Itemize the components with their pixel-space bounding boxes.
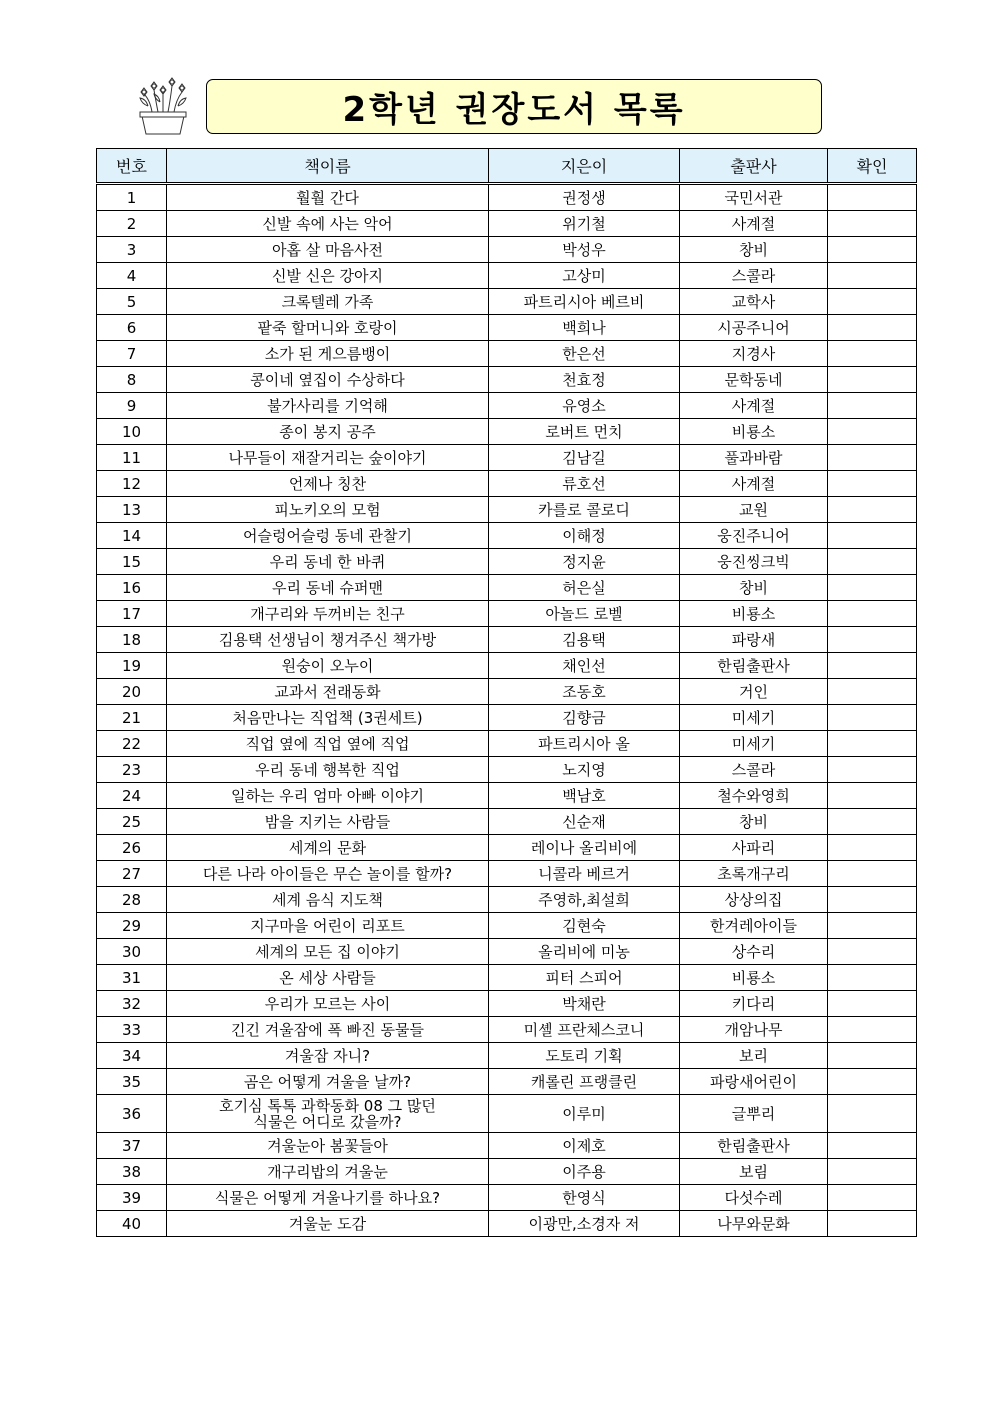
cell-publisher: 보리 <box>680 1043 828 1069</box>
cell-check[interactable] <box>828 757 917 783</box>
title-banner <box>206 79 822 134</box>
cell-number: 10 <box>97 419 167 445</box>
cell-author: 김현숙 <box>489 913 680 939</box>
cell-publisher: 파랑새어린이 <box>680 1069 828 1095</box>
cell-publisher: 비룡소 <box>680 601 828 627</box>
cell-number: 19 <box>97 653 167 679</box>
cell-number: 1 <box>97 184 167 211</box>
cell-check[interactable] <box>828 653 917 679</box>
cell-publisher: 교원 <box>680 497 828 523</box>
cell-title: 세계 음식 지도책 <box>167 887 489 913</box>
cell-publisher: 웅진주니어 <box>680 523 828 549</box>
table-row <box>97 939 917 965</box>
cell-check[interactable] <box>828 705 917 731</box>
cell-author: 캐롤린 프랭클린 <box>489 1069 680 1095</box>
cell-check[interactable] <box>828 913 917 939</box>
cell-title: 곰은 어떻게 겨울을 날까? <box>167 1069 489 1095</box>
cell-title: 긴긴 겨울잠에 폭 빠진 동물들 <box>167 1017 489 1043</box>
cell-number: 24 <box>97 783 167 809</box>
cell-title: 겨울잠 자니? <box>167 1043 489 1069</box>
cell-publisher: 철수와영희 <box>680 783 828 809</box>
cell-title: 신발 속에 사는 악어 <box>167 211 489 237</box>
cell-title: 어슬렁어슬렁 동네 관찰기 <box>167 523 489 549</box>
cell-number: 28 <box>97 887 167 913</box>
table-row <box>97 1159 917 1185</box>
cell-title: 일하는 우리 엄마 아빠 이야기 <box>167 783 489 809</box>
table-row <box>97 367 917 393</box>
table-row <box>97 1133 917 1159</box>
cell-publisher: 개암나무 <box>680 1017 828 1043</box>
cell-number: 16 <box>97 575 167 601</box>
cell-publisher: 풀과바람 <box>680 445 828 471</box>
cell-publisher: 사계절 <box>680 471 828 497</box>
cell-check[interactable] <box>828 627 917 653</box>
cell-number: 33 <box>97 1017 167 1043</box>
cell-author: 아놀드 로벨 <box>489 601 680 627</box>
cell-number: 39 <box>97 1185 167 1211</box>
table-row <box>97 757 917 783</box>
cell-check[interactable] <box>828 1185 917 1211</box>
cell-check[interactable] <box>828 549 917 575</box>
cell-title: 김용택 선생님이 챙겨주신 책가방 <box>167 627 489 653</box>
table-row <box>97 1095 917 1133</box>
cell-title: 언제나 칭찬 <box>167 471 489 497</box>
table-row <box>97 653 917 679</box>
cell-title: 크록텔레 가족 <box>167 289 489 315</box>
cell-title: 겨울눈 도감 <box>167 1211 489 1237</box>
cell-check[interactable] <box>828 184 917 211</box>
cell-number: 15 <box>97 549 167 575</box>
table-row <box>97 835 917 861</box>
table-row <box>97 419 917 445</box>
cell-author: 박채란 <box>489 991 680 1017</box>
cell-author: 니콜라 베르거 <box>489 861 680 887</box>
cell-number: 26 <box>97 835 167 861</box>
cell-number: 27 <box>97 861 167 887</box>
table-row <box>97 289 917 315</box>
cell-check[interactable] <box>828 835 917 861</box>
cell-author: 레이나 올리비에 <box>489 835 680 861</box>
table-row <box>97 237 917 263</box>
cell-publisher: 창비 <box>680 575 828 601</box>
cell-author: 유영소 <box>489 393 680 419</box>
cell-author: 허은실 <box>489 575 680 601</box>
cell-author: 천효정 <box>489 367 680 393</box>
cell-title: 팥죽 할머니와 호랑이 <box>167 315 489 341</box>
cell-title: 종이 봉지 공주 <box>167 419 489 445</box>
cell-check[interactable] <box>828 393 917 419</box>
flower-pot-icon <box>132 72 194 136</box>
table-row <box>97 575 917 601</box>
cell-number: 2 <box>97 211 167 237</box>
book-list-table <box>96 148 917 1237</box>
cell-title: 훨훨 간다 <box>167 184 489 211</box>
table-row <box>97 263 917 289</box>
cell-number: 12 <box>97 471 167 497</box>
table-row <box>97 1211 917 1237</box>
cell-title: 우리 동네 슈퍼맨 <box>167 575 489 601</box>
cell-author: 이해정 <box>489 523 680 549</box>
cell-title <box>167 1095 489 1133</box>
table-row <box>97 809 917 835</box>
cell-publisher: 사계절 <box>680 393 828 419</box>
cell-check[interactable] <box>828 939 917 965</box>
cell-number: 20 <box>97 679 167 705</box>
cell-author: 류호선 <box>489 471 680 497</box>
cell-check[interactable] <box>828 419 917 445</box>
cell-check[interactable] <box>828 497 917 523</box>
table-row <box>97 315 917 341</box>
cell-title: 처음만나는 직업책 (3권세트) <box>167 705 489 731</box>
cell-title: 피노키오의 모험 <box>167 497 489 523</box>
cell-author: 고상미 <box>489 263 680 289</box>
cell-title: 우리 동네 한 바퀴 <box>167 549 489 575</box>
cell-publisher: 파랑새 <box>680 627 828 653</box>
cell-title-text: 호기심 톡톡 과학동화 08 그 많던 식물은 어디로 갔을까? <box>219 1096 436 1131</box>
cell-author: 카를로 콜로디 <box>489 497 680 523</box>
cell-author: 피터 스피어 <box>489 965 680 991</box>
cell-author: 한은선 <box>489 341 680 367</box>
cell-author: 미셸 프란체스코니 <box>489 1017 680 1043</box>
cell-check[interactable] <box>828 211 917 237</box>
table-row <box>97 861 917 887</box>
cell-author: 이주용 <box>489 1159 680 1185</box>
cell-author: 백희나 <box>489 315 680 341</box>
cell-author: 정지윤 <box>489 549 680 575</box>
cell-author: 이제호 <box>489 1133 680 1159</box>
cell-publisher: 상수리 <box>680 939 828 965</box>
table-header-row <box>97 149 917 184</box>
cell-check[interactable] <box>828 471 917 497</box>
cell-number: 30 <box>97 939 167 965</box>
header-number: 번호 <box>97 149 167 184</box>
cell-check[interactable] <box>828 367 917 393</box>
header-author: 지은이 <box>489 149 680 184</box>
table-row <box>97 445 917 471</box>
cell-author: 김향금 <box>489 705 680 731</box>
cell-title: 세계의 모든 집 이야기 <box>167 939 489 965</box>
cell-number: 9 <box>97 393 167 419</box>
cell-author: 이광만,소경자 저 <box>489 1211 680 1237</box>
cell-title: 식물은 어떻게 겨울나기를 하나요? <box>167 1185 489 1211</box>
cell-check[interactable] <box>828 315 917 341</box>
cell-number: 11 <box>97 445 167 471</box>
cell-number: 31 <box>97 965 167 991</box>
table-row <box>97 1043 917 1069</box>
cell-check[interactable] <box>828 1159 917 1185</box>
cell-check[interactable] <box>828 861 917 887</box>
cell-title: 다른 나라 아이들은 무슨 놀이를 할까? <box>167 861 489 887</box>
cell-publisher: 보림 <box>680 1159 828 1185</box>
table-row <box>97 887 917 913</box>
cell-check[interactable] <box>828 1095 917 1133</box>
cell-author: 백남호 <box>489 783 680 809</box>
cell-number: 32 <box>97 991 167 1017</box>
cell-check[interactable] <box>828 783 917 809</box>
cell-publisher: 웅진씽크빅 <box>680 549 828 575</box>
cell-author: 박성우 <box>489 237 680 263</box>
cell-check[interactable] <box>828 965 917 991</box>
table-row <box>97 184 917 211</box>
header-check: 확인 <box>828 149 917 184</box>
cell-check[interactable] <box>828 601 917 627</box>
cell-title: 우리 동네 행복한 직업 <box>167 757 489 783</box>
table-row <box>97 731 917 757</box>
cell-publisher: 지경사 <box>680 341 828 367</box>
cell-check[interactable] <box>828 731 917 757</box>
cell-number: 29 <box>97 913 167 939</box>
cell-publisher: 사파리 <box>680 835 828 861</box>
cell-number: 22 <box>97 731 167 757</box>
cell-title: 나무들이 재잘거리는 숲이야기 <box>167 445 489 471</box>
header-title: 책이름 <box>167 149 489 184</box>
cell-author: 주영하,최설희 <box>489 887 680 913</box>
cell-publisher: 한겨레아이들 <box>680 913 828 939</box>
cell-number: 25 <box>97 809 167 835</box>
cell-number: 18 <box>97 627 167 653</box>
cell-author: 도토리 기획 <box>489 1043 680 1069</box>
cell-publisher: 국민서관 <box>680 184 828 211</box>
cell-number: 17 <box>97 601 167 627</box>
cell-publisher: 다섯수레 <box>680 1185 828 1211</box>
cell-title: 우리가 모르는 사이 <box>167 991 489 1017</box>
table-row <box>97 965 917 991</box>
cell-publisher: 창비 <box>680 237 828 263</box>
cell-publisher: 한림출판사 <box>680 1133 828 1159</box>
cell-publisher: 거인 <box>680 679 828 705</box>
cell-check[interactable] <box>828 991 917 1017</box>
table-row <box>97 601 917 627</box>
cell-check[interactable] <box>828 575 917 601</box>
cell-title: 온 세상 사람들 <box>167 965 489 991</box>
cell-number: 21 <box>97 705 167 731</box>
header-publisher: 출판사 <box>680 149 828 184</box>
cell-author: 이루미 <box>489 1095 680 1133</box>
cell-check[interactable] <box>828 237 917 263</box>
cell-title: 밤을 지키는 사람들 <box>167 809 489 835</box>
table-row <box>97 211 917 237</box>
table-row <box>97 523 917 549</box>
cell-check[interactable] <box>828 341 917 367</box>
cell-title: 교과서 전래동화 <box>167 679 489 705</box>
cell-publisher: 교학사 <box>680 289 828 315</box>
cell-publisher: 상상의집 <box>680 887 828 913</box>
cell-author: 올리비에 미농 <box>489 939 680 965</box>
cell-number: 35 <box>97 1069 167 1095</box>
table-row <box>97 1017 917 1043</box>
cell-check[interactable] <box>828 523 917 549</box>
cell-number: 36 <box>97 1095 167 1133</box>
cell-author: 파트리시아 베르비 <box>489 289 680 315</box>
table-row <box>97 549 917 575</box>
cell-author: 김용택 <box>489 627 680 653</box>
table-row <box>97 627 917 653</box>
table-row <box>97 497 917 523</box>
cell-author: 한영식 <box>489 1185 680 1211</box>
cell-check[interactable] <box>828 263 917 289</box>
cell-author: 김남길 <box>489 445 680 471</box>
cell-author: 신순재 <box>489 809 680 835</box>
cell-number: 38 <box>97 1159 167 1185</box>
table-row <box>97 471 917 497</box>
cell-check[interactable] <box>828 809 917 835</box>
table-row <box>97 341 917 367</box>
cell-title: 원숭이 오누이 <box>167 653 489 679</box>
cell-publisher: 글뿌리 <box>680 1095 828 1133</box>
cell-number: 34 <box>97 1043 167 1069</box>
cell-publisher: 미세기 <box>680 705 828 731</box>
table-row <box>97 1185 917 1211</box>
cell-title: 신발 신은 강아지 <box>167 263 489 289</box>
cell-title: 직업 옆에 직업 옆에 직업 <box>167 731 489 757</box>
cell-publisher: 나무와문화 <box>680 1211 828 1237</box>
cell-publisher: 스콜라 <box>680 263 828 289</box>
cell-title: 콩이네 옆집이 수상하다 <box>167 367 489 393</box>
cell-title: 겨울눈아 봄꽃들아 <box>167 1133 489 1159</box>
cell-number: 23 <box>97 757 167 783</box>
cell-publisher: 사계절 <box>680 211 828 237</box>
cell-number: 5 <box>97 289 167 315</box>
cell-check[interactable] <box>828 289 917 315</box>
cell-publisher: 초록개구리 <box>680 861 828 887</box>
cell-publisher: 비룡소 <box>680 965 828 991</box>
cell-number: 6 <box>97 315 167 341</box>
table-row <box>97 991 917 1017</box>
cell-publisher: 비룡소 <box>680 419 828 445</box>
cell-check[interactable] <box>828 1017 917 1043</box>
cell-author: 로버트 먼치 <box>489 419 680 445</box>
cell-check[interactable] <box>828 1043 917 1069</box>
table-row <box>97 393 917 419</box>
cell-publisher: 미세기 <box>680 731 828 757</box>
table-row <box>97 913 917 939</box>
cell-number: 8 <box>97 367 167 393</box>
table-row <box>97 679 917 705</box>
table-row <box>97 1069 917 1095</box>
cell-publisher: 창비 <box>680 809 828 835</box>
cell-author: 위기철 <box>489 211 680 237</box>
cell-number: 37 <box>97 1133 167 1159</box>
page-title: 2학년 권장도서 목록 <box>342 90 686 130</box>
cell-title: 개구리와 두꺼비는 친구 <box>167 601 489 627</box>
cell-title: 소가 된 게으름뱅이 <box>167 341 489 367</box>
cell-title: 세계의 문화 <box>167 835 489 861</box>
cell-author: 채인선 <box>489 653 680 679</box>
cell-check[interactable] <box>828 679 917 705</box>
cell-number: 3 <box>97 237 167 263</box>
table-row <box>97 783 917 809</box>
cell-number: 40 <box>97 1211 167 1237</box>
cell-author: 노지영 <box>489 757 680 783</box>
cell-author: 조동호 <box>489 679 680 705</box>
cell-number: 13 <box>97 497 167 523</box>
cell-publisher: 키다리 <box>680 991 828 1017</box>
cell-number: 14 <box>97 523 167 549</box>
cell-title: 지구마을 어린이 리포트 <box>167 913 489 939</box>
cell-publisher: 스콜라 <box>680 757 828 783</box>
cell-check[interactable] <box>828 1133 917 1159</box>
cell-number: 4 <box>97 263 167 289</box>
cell-publisher: 한림출판사 <box>680 653 828 679</box>
cell-number: 7 <box>97 341 167 367</box>
cell-title: 아홉 살 마음사전 <box>167 237 489 263</box>
cell-author: 권정생 <box>489 184 680 211</box>
cell-check[interactable] <box>828 887 917 913</box>
cell-title: 개구리밥의 겨울눈 <box>167 1159 489 1185</box>
table-row <box>97 705 917 731</box>
cell-publisher: 시공주니어 <box>680 315 828 341</box>
cell-publisher: 문학동네 <box>680 367 828 393</box>
cell-author: 파트리시아 올 <box>489 731 680 757</box>
cell-title: 불가사리를 기억해 <box>167 393 489 419</box>
cell-check[interactable] <box>828 445 917 471</box>
cell-check[interactable] <box>828 1069 917 1095</box>
cell-check[interactable] <box>828 1211 917 1237</box>
